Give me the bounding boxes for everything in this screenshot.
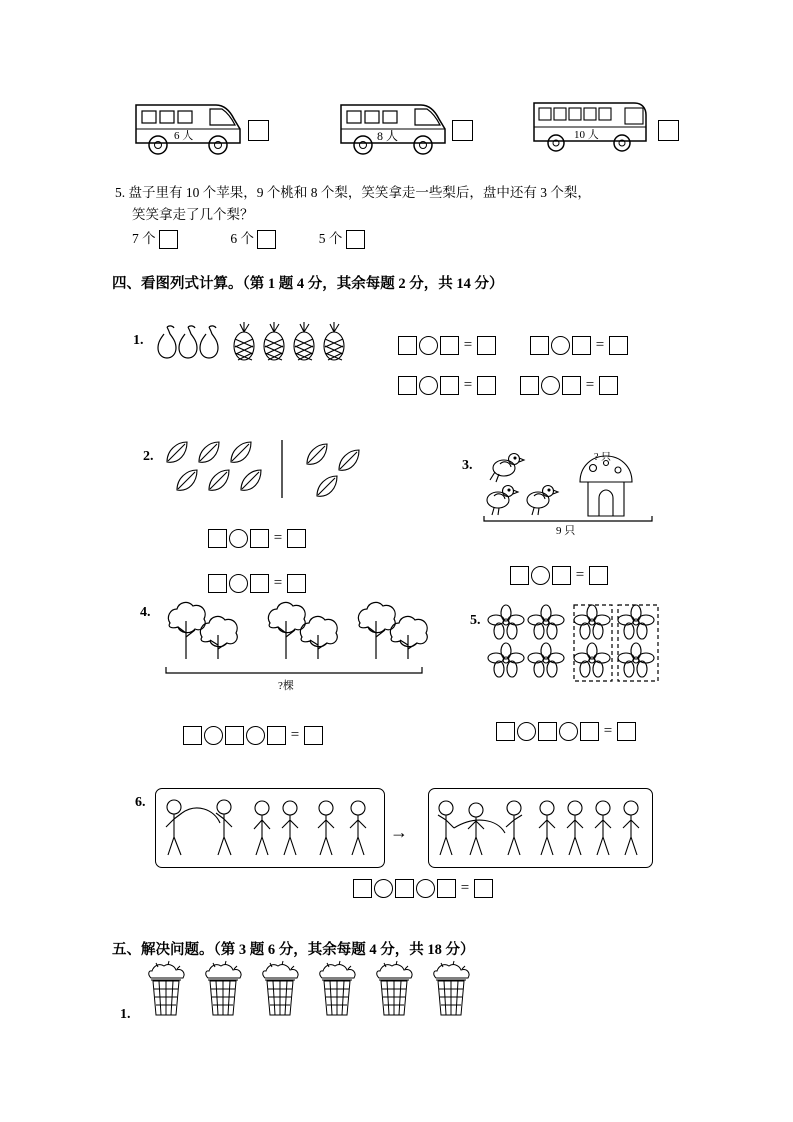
expr-circle[interactable] [246, 726, 265, 745]
expr-circle[interactable] [541, 376, 560, 395]
bus-3-label: 10 人 [574, 129, 599, 141]
equals-sign: = [290, 727, 300, 744]
section-4-title: 四、看图列式计算。（第 1 题 4 分，其余每题 2 分，共 14 分） [112, 276, 504, 292]
item-1-expression-3 [398, 372, 498, 398]
question-5-line-2: 笑笑拿走了几个梨？ [132, 207, 254, 222]
section-4-item-1-number: 1. [133, 333, 144, 348]
item-3-expression-1 [510, 562, 610, 588]
equals-sign: = [595, 337, 605, 354]
question-5-option-2-box[interactable] [257, 230, 276, 249]
expr-circle[interactable] [531, 566, 550, 585]
equals-sign: = [585, 377, 595, 394]
question-5-option-1-box[interactable] [159, 230, 178, 249]
flowers-picture [490, 605, 670, 685]
section-4-item-5-number: 5. [470, 613, 481, 628]
bus-1-answer-box[interactable] [248, 120, 269, 141]
expr-box[interactable] [250, 529, 269, 548]
expr-circle[interactable] [559, 722, 578, 741]
children-before-box [155, 788, 385, 868]
expr-box[interactable] [599, 376, 618, 395]
section-4-item-2-number: 2. [143, 449, 154, 464]
expr-box[interactable] [225, 726, 244, 745]
item-5-expression-1 [496, 718, 638, 744]
expr-box[interactable] [267, 726, 286, 745]
equals-sign: = [273, 575, 283, 592]
flower-baskets-picture [146, 963, 476, 1025]
question-5-option-3-label: 5 个 [318, 231, 343, 246]
section-5-title: 五、解决问题。（第 3 题 6 分，其余每题 4 分，共 18 分） [112, 942, 475, 958]
expr-circle[interactable] [517, 722, 536, 741]
expr-box[interactable] [208, 529, 227, 548]
leaves-picture [163, 440, 378, 505]
bus-2-label: 8 人 [377, 129, 399, 143]
item-2-expression-2 [208, 570, 308, 596]
item-2-expression-1 [208, 525, 308, 551]
expr-box[interactable] [496, 722, 515, 741]
equals-sign: = [273, 530, 283, 547]
expr-box[interactable] [440, 336, 459, 355]
expr-box[interactable] [552, 566, 571, 585]
expr-box[interactable] [477, 376, 496, 395]
expr-box[interactable] [353, 879, 372, 898]
question-5-number: 5. [115, 185, 126, 200]
expr-box[interactable] [474, 879, 493, 898]
equals-sign: = [463, 377, 473, 394]
item-4-expression-1 [183, 722, 325, 748]
expr-circle[interactable] [374, 879, 393, 898]
pears-and-pineapples-picture [152, 322, 362, 364]
expr-box[interactable] [589, 566, 608, 585]
birds-and-house-picture [482, 448, 657, 537]
expr-box[interactable] [580, 722, 599, 741]
expr-box[interactable] [609, 336, 628, 355]
section-4-item-3-number: 3. [462, 458, 473, 473]
house-label: ? 只 [594, 452, 611, 463]
bus-3-answer-box[interactable] [658, 120, 679, 141]
equals-sign: = [460, 880, 470, 897]
expr-box[interactable] [530, 336, 549, 355]
question-5-option-2-label: 6 个 [230, 231, 254, 246]
expr-box[interactable] [538, 722, 557, 741]
expr-box[interactable] [437, 879, 456, 898]
item-1-expression-4 [520, 372, 620, 398]
bus-1-label: 6 人 [174, 130, 194, 142]
expr-box[interactable] [395, 879, 414, 898]
expr-box[interactable] [520, 376, 539, 395]
brace-total-label: 9 只 [556, 525, 576, 537]
question-5-option-3-box[interactable] [346, 230, 365, 249]
question-5 [115, 182, 685, 250]
expr-box[interactable] [250, 574, 269, 593]
expr-box[interactable] [304, 726, 323, 745]
question-5-line-1: 盘子里有 10 个苹果，9 个桃和 8 个梨，笑笑拿走一些梨后，盘中还有 3 个梨， [128, 185, 591, 200]
section-4-item-4-number: 4. [140, 605, 151, 620]
expr-box[interactable] [617, 722, 636, 741]
bus-1 [130, 95, 245, 160]
expr-box[interactable] [398, 376, 417, 395]
expr-box[interactable] [208, 574, 227, 593]
expr-circle[interactable] [551, 336, 570, 355]
arrow-icon: → [390, 822, 408, 842]
expr-circle[interactable] [419, 376, 438, 395]
bus-2 [335, 95, 450, 160]
item-6-expression-1 [353, 875, 495, 901]
expr-box[interactable] [398, 336, 417, 355]
item-1-expression-1 [398, 332, 498, 358]
expr-circle[interactable] [419, 336, 438, 355]
expr-circle[interactable] [229, 574, 248, 593]
equals-sign: = [463, 337, 473, 354]
expr-box[interactable] [183, 726, 202, 745]
expr-box[interactable] [510, 566, 529, 585]
expr-box[interactable] [287, 529, 306, 548]
expr-circle[interactable] [204, 726, 223, 745]
expr-box[interactable] [440, 376, 459, 395]
section-5-item-1-number: 1. [120, 1007, 131, 1022]
bus-3 [530, 95, 650, 160]
expr-circle[interactable] [416, 879, 435, 898]
expr-circle[interactable] [229, 529, 248, 548]
children-after-box [428, 788, 653, 868]
question-5-option-1-label: 7 个 [132, 231, 156, 246]
expr-box[interactable] [572, 336, 591, 355]
expr-box[interactable] [477, 336, 496, 355]
expr-box[interactable] [287, 574, 306, 593]
section-4-item-6-number: 6. [135, 795, 146, 810]
bus-2-answer-box[interactable] [452, 120, 473, 141]
trees-brace-label: ?棵 [278, 680, 294, 692]
item-1-expression-2 [530, 332, 630, 358]
expr-box[interactable] [562, 376, 581, 395]
equals-sign: = [603, 723, 613, 740]
equals-sign: = [575, 567, 585, 584]
trees-picture [160, 597, 430, 702]
